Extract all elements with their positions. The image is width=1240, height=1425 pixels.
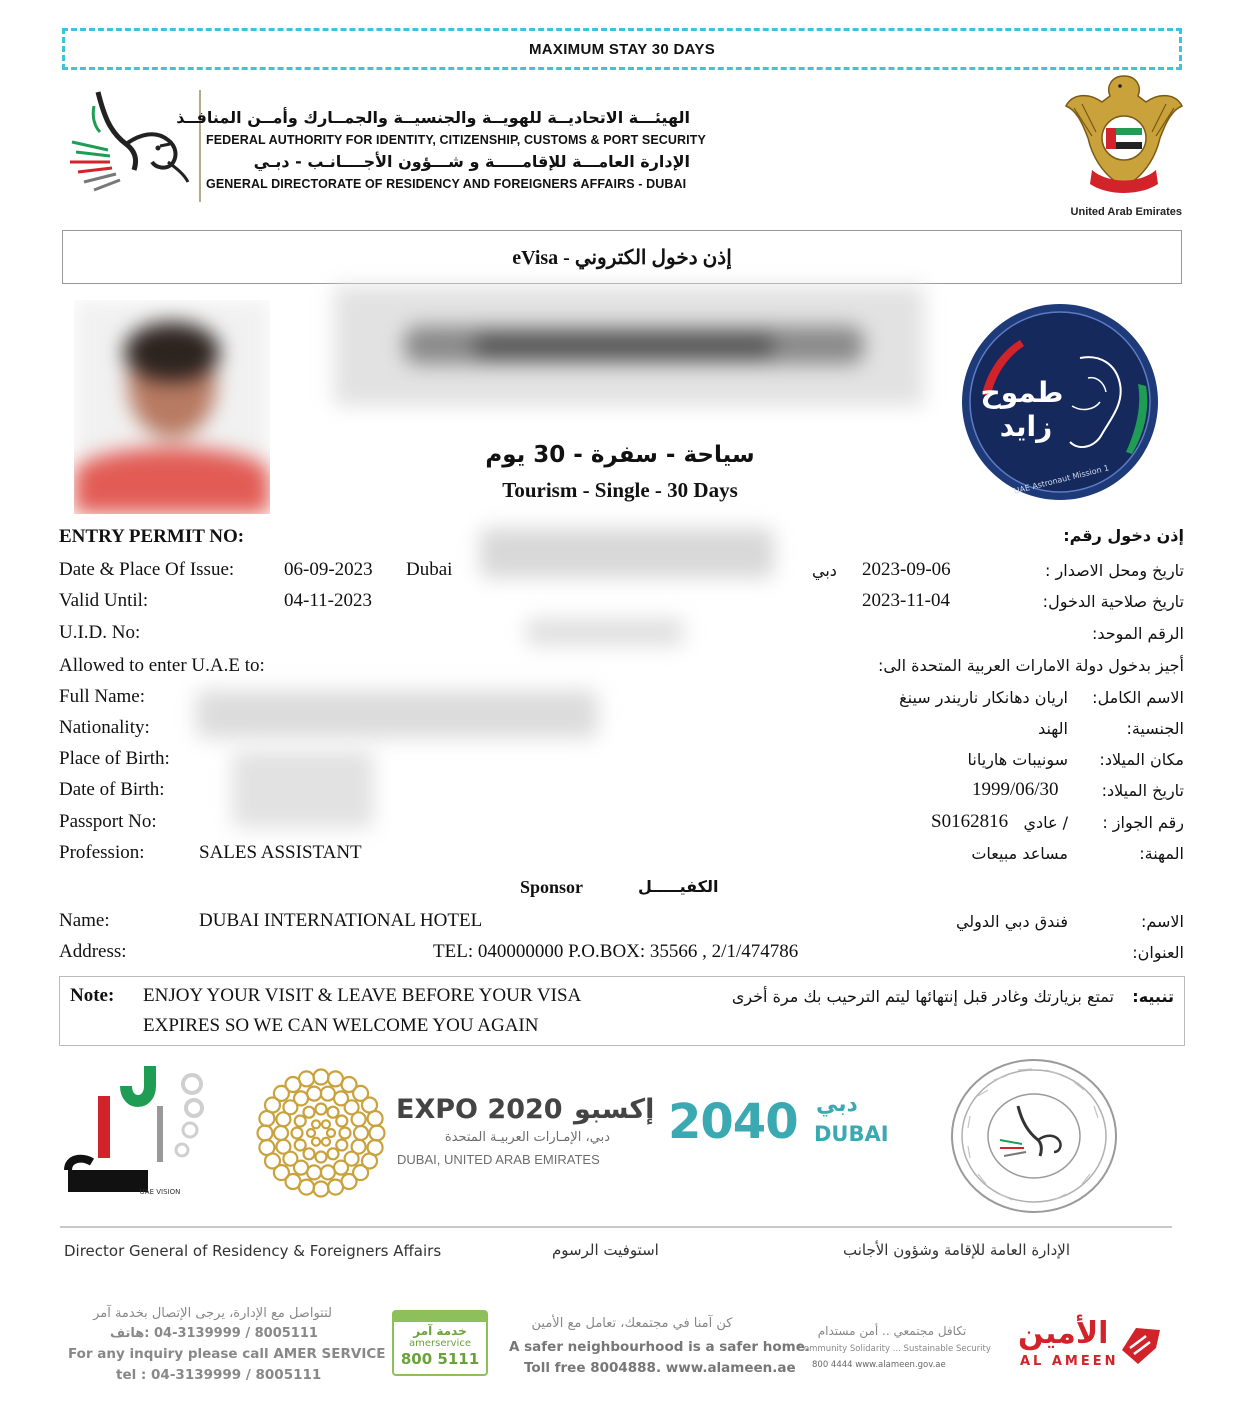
- community-ar: تكافل مجتمعي .. أمن مستدام: [817, 1324, 967, 1338]
- amer-badge-ar: خدمة آمر: [413, 1324, 467, 1338]
- expo-emblem-ring: [258, 1126, 273, 1141]
- contact-ar: لتتواصل مع الإدارة، يرجى الإتصال بخدمة آمر: [93, 1306, 332, 1321]
- applicant-photo: [74, 300, 270, 514]
- expo-title-ar: إكسبو: [573, 1094, 655, 1125]
- al-ameen-logo-ar: الأمين: [1018, 1316, 1109, 1351]
- issue-date: 06-09-2023: [284, 559, 373, 580]
- uae-falcon-emblem-icon: [1062, 72, 1186, 202]
- max-stay-text: MAXIMUM STAY 30 DAYS: [528, 40, 716, 58]
- uid-label: U.I.D. No:: [59, 622, 141, 643]
- expo-emblem-ring: [328, 1148, 339, 1159]
- expo-emblem-ring: [322, 1120, 330, 1128]
- directorate-name-en: GENERAL DIRECTORATE OF RESIDENCY AND FOREIGNERS AFFAIRS - DUBAI: [206, 177, 687, 191]
- sponsor-name-label: Name:: [59, 910, 110, 931]
- amer-badge-number: 800 5111: [400, 1350, 480, 1368]
- place-of-birth-label-ar: مكان الميلاد:: [1099, 750, 1184, 769]
- visa-type-en: Tourism - Single - 30 Days: [502, 478, 738, 502]
- expo-emblem-ring: [336, 1116, 347, 1127]
- sponsor-name-ar: فندق دبي الدولي: [955, 912, 1068, 931]
- profession-label-ar: المهنة:: [1139, 844, 1184, 863]
- al-ameen-hand-icon: [1116, 1320, 1164, 1368]
- profession: SALES ASSISTANT: [199, 842, 362, 863]
- community-en: Community Solidarity ... Sustainable Security: [798, 1344, 991, 1354]
- issue-date-ar: 2023-09-06: [862, 559, 951, 580]
- expo-emblem-ring: [334, 1161, 348, 1175]
- note-text-line1: ENJOY YOUR VISIT & LEAVE BEFORE YOUR VISA: [143, 985, 582, 1006]
- expo-emblem-ring: [327, 1129, 335, 1137]
- note-label-ar: تنبيه:: [1132, 987, 1174, 1006]
- expo-emblem-ring: [312, 1138, 320, 1146]
- place-of-birth-ar: سونيبات هاريانا: [967, 750, 1068, 769]
- valid-until-date: 04-11-2023: [284, 590, 372, 611]
- mission-badge-text-1: طموح: [980, 376, 1064, 409]
- full-name-label-ar: الاسم الكامل:: [1092, 688, 1184, 707]
- applicant-name-banner-redacted: [334, 286, 924, 406]
- mission-badge-caption: UAE Astronaut Mission 1: [1012, 463, 1110, 496]
- expo-emblem-ring: [312, 1120, 320, 1128]
- issue-place: Dubai: [406, 559, 453, 580]
- expo-title: [396, 1094, 654, 1125]
- entry-permit-label-ar: إذن دخول رقم:: [1063, 526, 1184, 545]
- expo-emblem-ring: [295, 1140, 306, 1151]
- directorate-ar: الإدارة العامة للإقامة وشؤون الأجانب: [843, 1241, 1070, 1259]
- expo-emblem-ring: [292, 1128, 303, 1139]
- note-box: [59, 976, 1185, 1046]
- dubai-2040-en: DUBAI: [814, 1122, 889, 1146]
- sponsor-name: DUBAI INTERNATIONAL HOTEL: [199, 910, 483, 931]
- full-name-ar: اريان دهانكار ناريندر سينغ: [899, 688, 1068, 707]
- expo-subtitle-ar: دبي، الإمـارات العربيـة المتحدة: [444, 1130, 610, 1145]
- expo-emblem-ring: [294, 1091, 308, 1105]
- date-of-birth-label-ar: تاريخ الميلاد:: [1101, 781, 1184, 800]
- date-of-birth: 1999/06/30: [972, 779, 1059, 800]
- amer-service-badge: [392, 1310, 488, 1376]
- neighbourhood-en: A safer neighbourhood is a safer home.: [509, 1339, 811, 1355]
- entry-permit-label: ENTRY PERMIT NO:: [59, 526, 245, 547]
- date-of-birth-label: Date of Birth:: [59, 779, 165, 800]
- contact-phone-ar: 8005111 / 04-3139999 :هاتف: [110, 1326, 318, 1341]
- expo-emblem-ring: [352, 1112, 366, 1126]
- profession-label: Profession:: [59, 842, 145, 863]
- expo-emblem-ring: [368, 1111, 383, 1126]
- expo-emblem-ring: [299, 1071, 314, 1086]
- note-text-line2: EXPIRES SO WE CAN WELCOME YOU AGAIN: [143, 1015, 539, 1036]
- issue-label: Date & Place Of Issue:: [59, 559, 235, 580]
- community-contact: 800 4444 www.alameen.gov.ae: [812, 1360, 946, 1370]
- nationality-label: Nationality:: [59, 717, 150, 738]
- expo-emblem-ring: [321, 1087, 335, 1101]
- expo-emblem-ring: [304, 1148, 315, 1159]
- expo-emblem-ring: [316, 1104, 327, 1115]
- fees-paid-ar: استوفيت الرسوم: [552, 1241, 659, 1259]
- expo-emblem-ring: [307, 1129, 315, 1137]
- astronaut-mission-badge-icon: [960, 302, 1160, 502]
- permit-number-redacted: [474, 522, 780, 584]
- birth-details-redacted: [226, 744, 380, 834]
- passport-no-label-ar: رقم الجواز :: [1102, 813, 1184, 832]
- expo-emblem-ring: [314, 1070, 329, 1085]
- visa-type-ar: سياحة - سفرة - 30 يوم: [485, 442, 755, 468]
- dubai-2040-ar: دبي: [816, 1092, 858, 1117]
- issue-label-ar: تاريخ ومحل الاصدار :: [1045, 561, 1184, 580]
- expo-emblem-ring: [307, 1087, 321, 1101]
- profession-ar: مساعد مبيعات: [971, 844, 1068, 863]
- passport-no-label: Passport No:: [59, 811, 157, 832]
- contact-en: For any inquiry please call AMER SERVICE: [68, 1346, 386, 1362]
- directorate-name-ar: الإدارة العامـــة للإقامـــــة و شـــؤون الأجــــانـب - دبـي: [253, 152, 690, 171]
- amer-badge-label: amerservice: [409, 1338, 471, 1349]
- expo-emblem-ring: [354, 1126, 368, 1140]
- authority-falcon-logo-icon: [64, 86, 192, 198]
- authority-name-ar: الهيئـــة الاتحاديــة للهويــة والجنسيــة والجمــارك وأمــن المنافــذ: [176, 108, 690, 127]
- allowed-label-ar: أجيز بدخول دولة الامارات العربية المتحدة الى:: [878, 656, 1184, 675]
- passport-no: S0162816: [931, 811, 1009, 832]
- expo-emblem-ring: [259, 1140, 274, 1155]
- sponsor-heading: Sponsor: [520, 877, 584, 897]
- expo-emblem-ring: [322, 1138, 330, 1146]
- authority-name-en: FEDERAL AUTHORITY FOR IDENTITY, CITIZENSHIP, CUSTOMS & PORT SECURITY: [206, 133, 706, 147]
- contact-tel: tel : 04-3139999 / 8005111: [116, 1367, 322, 1383]
- expo-2020-emblem-icon: [254, 1068, 388, 1198]
- uid-redacted: [520, 612, 690, 652]
- neighbourhood-toll: Toll free 8004888. www.alameen.ae: [524, 1360, 796, 1376]
- allowed-label: Allowed to enter U.A.E to:: [59, 655, 265, 676]
- expo-emblem-ring: [328, 1107, 339, 1118]
- uid-label-ar: الرقم الموحد:: [1091, 624, 1184, 643]
- expo-title-en: EXPO 2020: [396, 1094, 563, 1125]
- full-name-redacted: [190, 684, 604, 744]
- expo-emblem-ring: [321, 1165, 335, 1179]
- valid-until-label-ar: تاريخ صلاحية الدخول:: [1042, 592, 1184, 611]
- mission-badge-text-2: زايد: [999, 410, 1053, 443]
- full-name-label: Full Name:: [59, 686, 146, 707]
- max-stay-banner: [62, 28, 1182, 70]
- expo-emblem-ring: [328, 1180, 343, 1195]
- uae-emblem-caption: United Arab Emirates: [1070, 206, 1182, 218]
- expo-emblem-ring: [304, 1107, 315, 1118]
- valid-until-date-ar: 2023-11-04: [862, 590, 950, 611]
- evisa-title-box: [62, 230, 1182, 284]
- expo-emblem-ring: [370, 1126, 385, 1141]
- expo-emblem-ring: [274, 1126, 288, 1140]
- director-general-en: Director General of Residency & Foreigners Affairs: [64, 1242, 442, 1260]
- expo-emblem-ring: [340, 1128, 351, 1139]
- expo-emblem-ring: [314, 1182, 329, 1197]
- uae-vision-caption: UAE VISION: [139, 1188, 181, 1196]
- sponsor-name-label-ar: الاسم:: [1140, 912, 1184, 931]
- sponsor-address-label: Address:: [59, 941, 127, 962]
- dubai-2040-number: 2040: [668, 1094, 798, 1150]
- issue-place-ar: دبي: [812, 561, 837, 580]
- expo-emblem-ring: [295, 1116, 306, 1127]
- place-of-birth-label: Place of Birth:: [59, 748, 170, 769]
- sponsor-heading-ar: الكفيـــــل: [638, 877, 719, 896]
- neighbourhood-ar: كن آمنا في مجتمعك، تعامل مع الأمين: [531, 1316, 733, 1331]
- evisa-title: eVisa - إذن دخول الكتروني: [512, 246, 732, 269]
- valid-until-label: Valid Until:: [59, 590, 149, 611]
- nationality-label-ar: الجنسية:: [1126, 719, 1184, 738]
- note-label: Note:: [70, 985, 115, 1006]
- expo-emblem-ring: [307, 1165, 321, 1179]
- footer-rule: [60, 1226, 1172, 1228]
- nationality-ar: الهند: [1038, 719, 1068, 738]
- sponsor-address: TEL: 040000000 P.O.BOX: 35566 , 2/1/474786: [433, 941, 799, 962]
- expo-emblem-ring: [336, 1140, 347, 1151]
- expo-emblem-ring: [316, 1152, 327, 1163]
- authority-name-block: [176, 106, 706, 194]
- expo-subtitle-en: DUBAI, UNITED ARAB EMIRATES: [397, 1152, 600, 1167]
- note-text-ar: تمتع بزيارتك وغادر قبل إنتهائها ليتم الترحيب بك مرة أخرى: [731, 987, 1114, 1006]
- expo-emblem-ring: [276, 1140, 290, 1154]
- official-stamp-icon: [948, 1056, 1120, 1216]
- sponsor-address-label-ar: العنوان:: [1132, 943, 1184, 962]
- al-ameen-logo-en: AL AMEEN: [1020, 1354, 1119, 1369]
- uae-vision-logo-icon: [64, 1066, 214, 1198]
- passport-type-ar: / عادي: [1023, 813, 1068, 832]
